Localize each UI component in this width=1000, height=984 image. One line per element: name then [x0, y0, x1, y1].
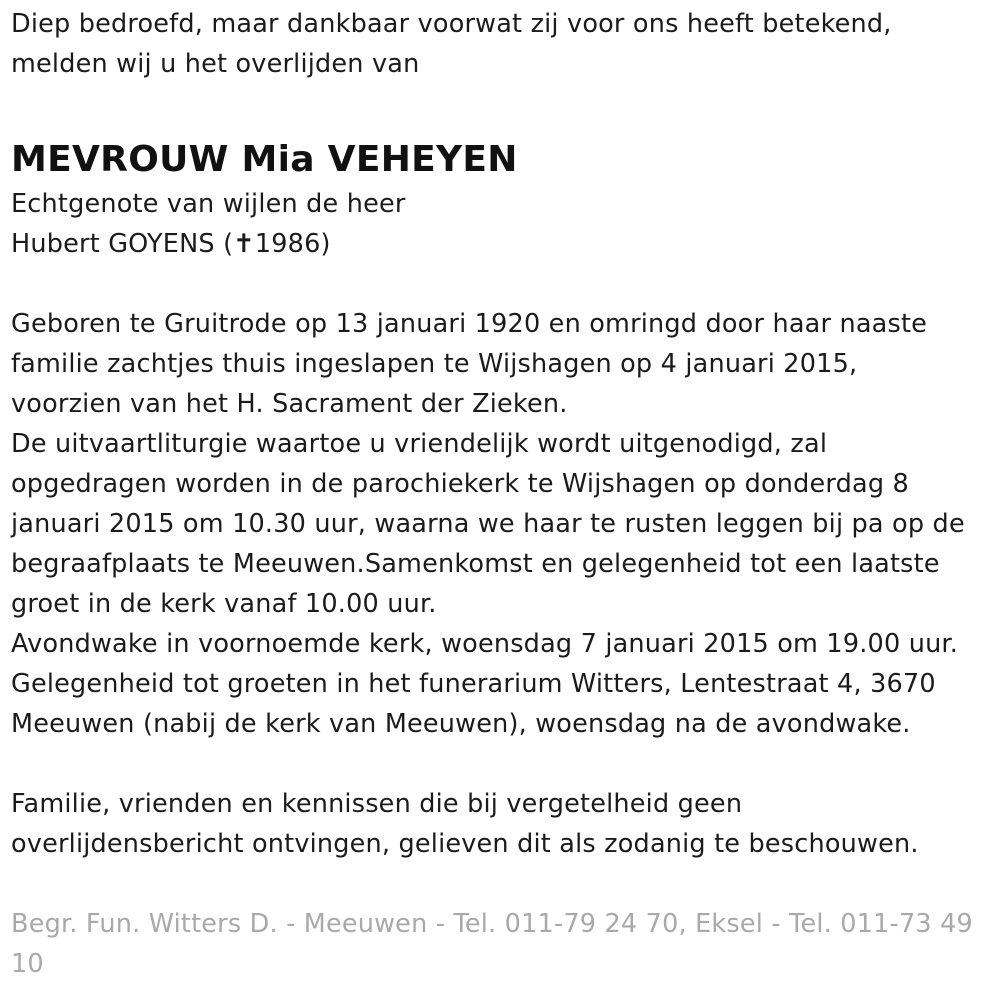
obituary-body — [11, 304, 1000, 744]
family-note — [11, 784, 1000, 864]
cross-icon: ✝ — [233, 229, 255, 259]
body-line: groet in de kerk vanaf 10.00 uur. — [11, 589, 437, 619]
deceased-name: MEVROUW Mia VEHEYEN — [11, 139, 518, 180]
body-line: opgedragen worden in de parochiekerk te Wijshagen op donderdag 8 — [11, 469, 909, 499]
spouse-death-year: 1986) — [254, 229, 331, 259]
intro-line: Diep bedroefd, maar dankbaar voorwat zij voor ons heeft betekend, — [11, 9, 892, 39]
body-line: De uitvaartliturgie waartoe u vriendelijk wordt uitgenodigd, zal — [11, 429, 828, 459]
funeral-home-footer — [11, 904, 1000, 984]
family-note-line: Familie, vrienden en kennissen die bij vergetelheid geen — [11, 789, 743, 819]
intro-text — [11, 4, 1000, 84]
family-note-line: overlijdensbericht ontvingen, gelieven dit als zodanig te beschouwen. — [11, 829, 919, 859]
body-line: Geboren te Gruitrode op 13 januari 1920 en omringd door haar naaste — [11, 309, 928, 339]
body-line: voorzien van het H. Sacrament der Zieken. — [11, 389, 568, 419]
intro-line: melden wij u het overlijden van — [11, 49, 420, 79]
spouse-text — [11, 184, 1000, 264]
body-line: begraafplaats te Meeuwen.Samenkomst en gelegenheid tot een laatste — [11, 549, 940, 579]
body-line: Meeuwen (nabij de kerk van Meeuwen), woensdag na de avondwake. — [11, 709, 911, 739]
footer-line: 10 — [11, 949, 44, 979]
body-line: familie zachtjes thuis ingeslapen te Wijshagen op 4 januari 2015, — [11, 349, 858, 379]
spouse-line-2 — [11, 224, 1000, 264]
body-line: januari 2015 om 10.30 uur, waarna we haar te rusten leggen bij pa op de — [11, 509, 965, 539]
body-line: Avondwake in voornoemde kerk, woensdag 7 januari 2015 om 19.00 uur. — [11, 629, 959, 659]
footer-line: Begr. Fun. Witters D. - Meeuwen - Tel. 011-79 24 70, Eksel - Tel. 011-73 49 — [11, 909, 973, 939]
spouse-name: Hubert GOYENS ( — [11, 229, 234, 259]
body-line: Gelegenheid tot groeten in het funerarium Witters, Lentestraat 4, 3670 — [11, 669, 936, 699]
spouse-line: Echtgenote van wijlen de heer — [11, 189, 406, 219]
